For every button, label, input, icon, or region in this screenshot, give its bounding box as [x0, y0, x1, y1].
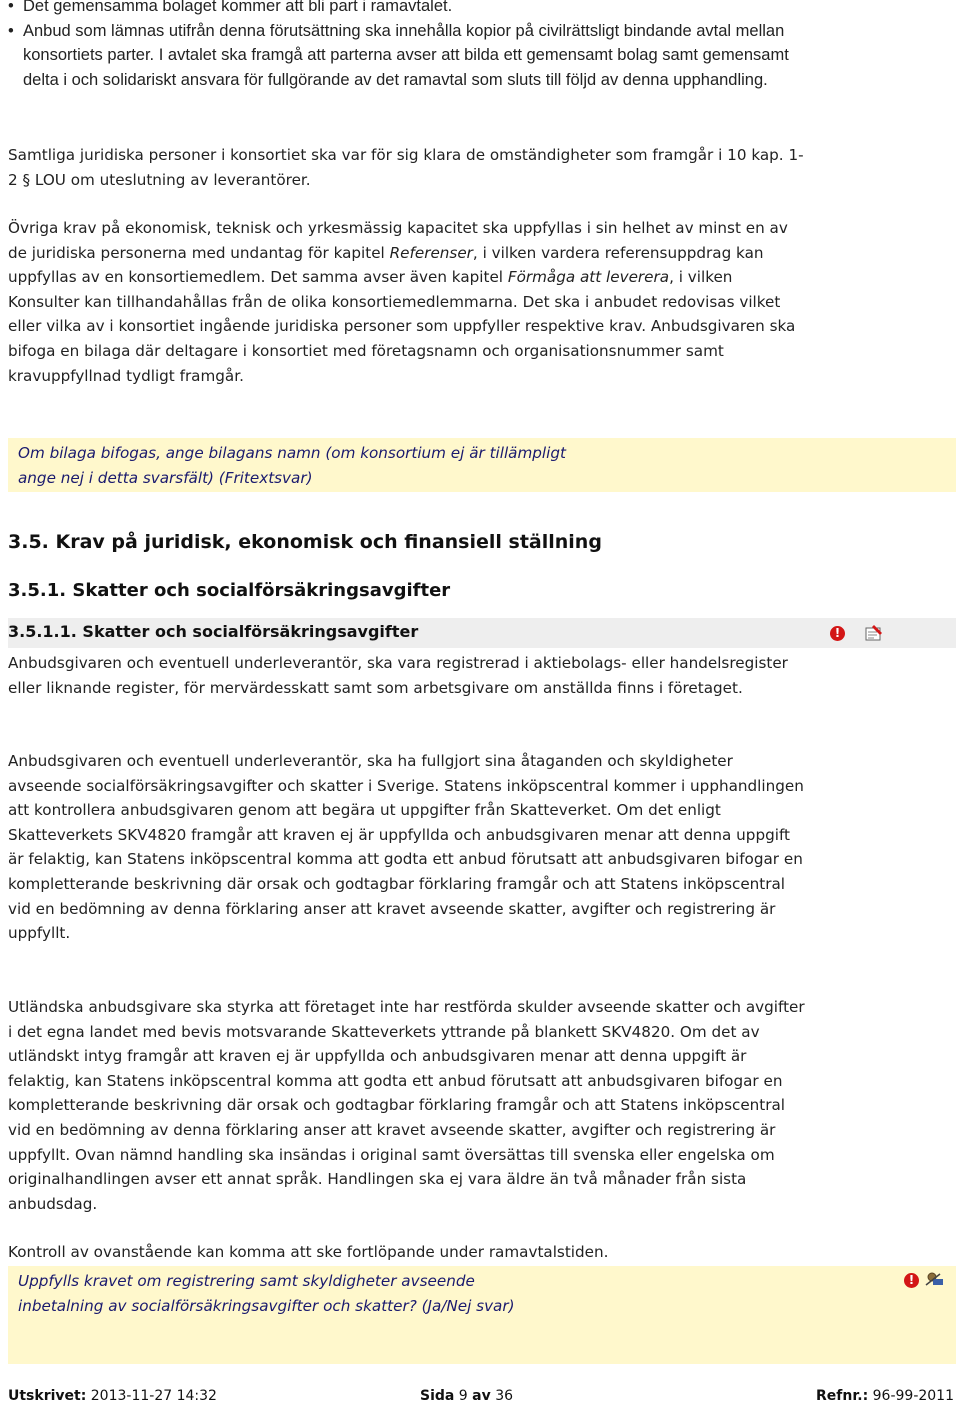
requirement-header — [8, 618, 956, 648]
bullet-item: • Det gemensamma bolaget kommer att bli part i ramavtalet. — [8, 0, 808, 19]
requirement-icon: ! — [830, 626, 845, 641]
intro-bullet-list — [8, 0, 808, 92]
registration-question: Uppfylls kravet om registrering samt skyldigheter avseende inbetalning av socialförsäkringsavgifter och skatter? (Ja/Nej svar) — [18, 1272, 515, 1315]
capacity-requirements-text: Övriga krav på ekonomisk, teknisk och yrkesmässig kapacitet ska uppfyllas i sin helhet av minst en av de juridiska personerna med undantag för kapitel Referenser, i vilken vardera referensuppdrag kan uppfyllas av en konsortiemedlem. Det samma avser även kapitel Förmåga att leverera, i vilken Konsulter kan tillhandahållas från de olika konsortiemedlemmarna. Det ska i anbudet redovisas vilket eller vilka av i konsortiet ingående juridiska personer som uppfyller respektive krav. Anbudsgivaren ska bifoga en bilaga där deltagare i konsortiet med företagsnamn och organisationsnummer samt kravuppfyllnad tydligt framgår. — [8, 219, 796, 385]
consortium-exclusion-text: Samtliga juridiska personer i konsortiet ska var för sig klara de omständigheter som framgår i 10 kap. 1-2 § LOU om uteslutning av leverantörer. — [8, 146, 804, 189]
ref-chapter-name: Referenser — [389, 243, 473, 262]
section-heading-3-5: 3.5. Krav på juridisk, ekonomisk och finansiell ställning — [8, 531, 602, 553]
attachment-question: Om bilaga bifogas, ange bilagans namn (om konsortium ej är tillämpligt ange nej i detta svarsfält) (Fritextsvar) — [18, 444, 566, 487]
answer-tools-icon[interactable] — [924, 1270, 944, 1296]
bullet-item: • Anbud som lämnas utifrån denna förutsättning ska innehålla kopior på civilrättsligt bindande avtal mellan konsortiets parter. I avtalet ska framgå att parterna avser att bilda ett gemensamt bolag samt gemensamt delta i och solidariskt ansvara för fullgörande av det ramavtal som sluts till följd av denna upphandling. — [8, 19, 808, 93]
delivery-chapter-name: Förmåga att leverera — [507, 268, 670, 287]
foreign-bidders-text: Utländska anbudsgivare ska styrka att företaget inte har restförda skulder avseende skatter och avgifter i det egna landet med bevis motsvarande Skatteverkets yttrande på blankett SKV4820. Om det av utländskt intyg framgår att kraven ej är uppfyllda och anbudsgivaren menar att denna uppgift är felaktig, kan Statens inköpscentral komma att godta ett anbud förutsatt att anbudsgivaren bifogar en kompletterande beskrivning där orsak och godtagbar förklaring framgår och att Statens inköpscentral vid en bedömning av denna förklaring anser att kravet avseende skatter, avgifter och registrering är uppfyllt. Ovan nämnd handling ska insändas i original samt översättas till svenska eller engelska om originalhandlingen avser ett annat språk. Handlingen ska ej vara äldre än två månader från sista anbudsdag. — [8, 998, 805, 1213]
registration-requirement-text: Anbudsgivaren och eventuell underleverantör, ska vara registrerad i aktiebolags- eller handelsregister eller liknande register, för mervärdesskatt samt som arbetsgivare om anställda finns i företaget. — [8, 654, 788, 697]
control-note-text: Kontroll av ovanstående kan komma att ske fortlöpande under ramavtalstiden. — [8, 1243, 609, 1261]
attachment-answer-box[interactable] — [8, 438, 956, 492]
edit-form-icon[interactable] — [864, 624, 884, 647]
section-heading-3-5-1: 3.5.1. Skatter och socialförsäkringsavgifter — [8, 580, 451, 601]
registration-answer-box[interactable] — [8, 1266, 956, 1364]
requirement-icon: ! — [904, 1273, 919, 1288]
page-number: Sida 9 av 36 — [420, 1388, 514, 1404]
reference-number: Refnr.: 96-99-2011 — [816, 1388, 954, 1404]
obligations-requirement-text: Anbudsgivaren och eventuell underleverantör, ska ha fullgjort sina åtaganden och skyldigheter avseende socialförsäkringsavgifter och skatter i Sverige. Statens inköpscentral kommer i upphandlingen att kontrollera anbudsgivaren genom att begära ut uppgifter från Skatteverket. Om det enligt Skatteverkets SKV4820 framgår att kraven ej är uppfyllda och anbudsgivaren menar att denna uppgift är felaktig, kan Statens inköpscentral komma att godta ett anbud förutsatt att anbudsgivaren bifogar en kompletterande beskrivning där orsak och godtagbar förklaring framgår och att Statens inköpscentral vid en bedömning av denna förklaring anser att kravet avseende skatter, avgifter och registrering är uppfyllt. — [8, 752, 804, 943]
requirement-title: 3.5.1.1. Skatter och socialförsäkringsavgifter — [8, 622, 419, 641]
printed-date: Utskrivet: 2013-11-27 14:32 — [8, 1388, 217, 1404]
page-footer — [8, 1378, 956, 1402]
